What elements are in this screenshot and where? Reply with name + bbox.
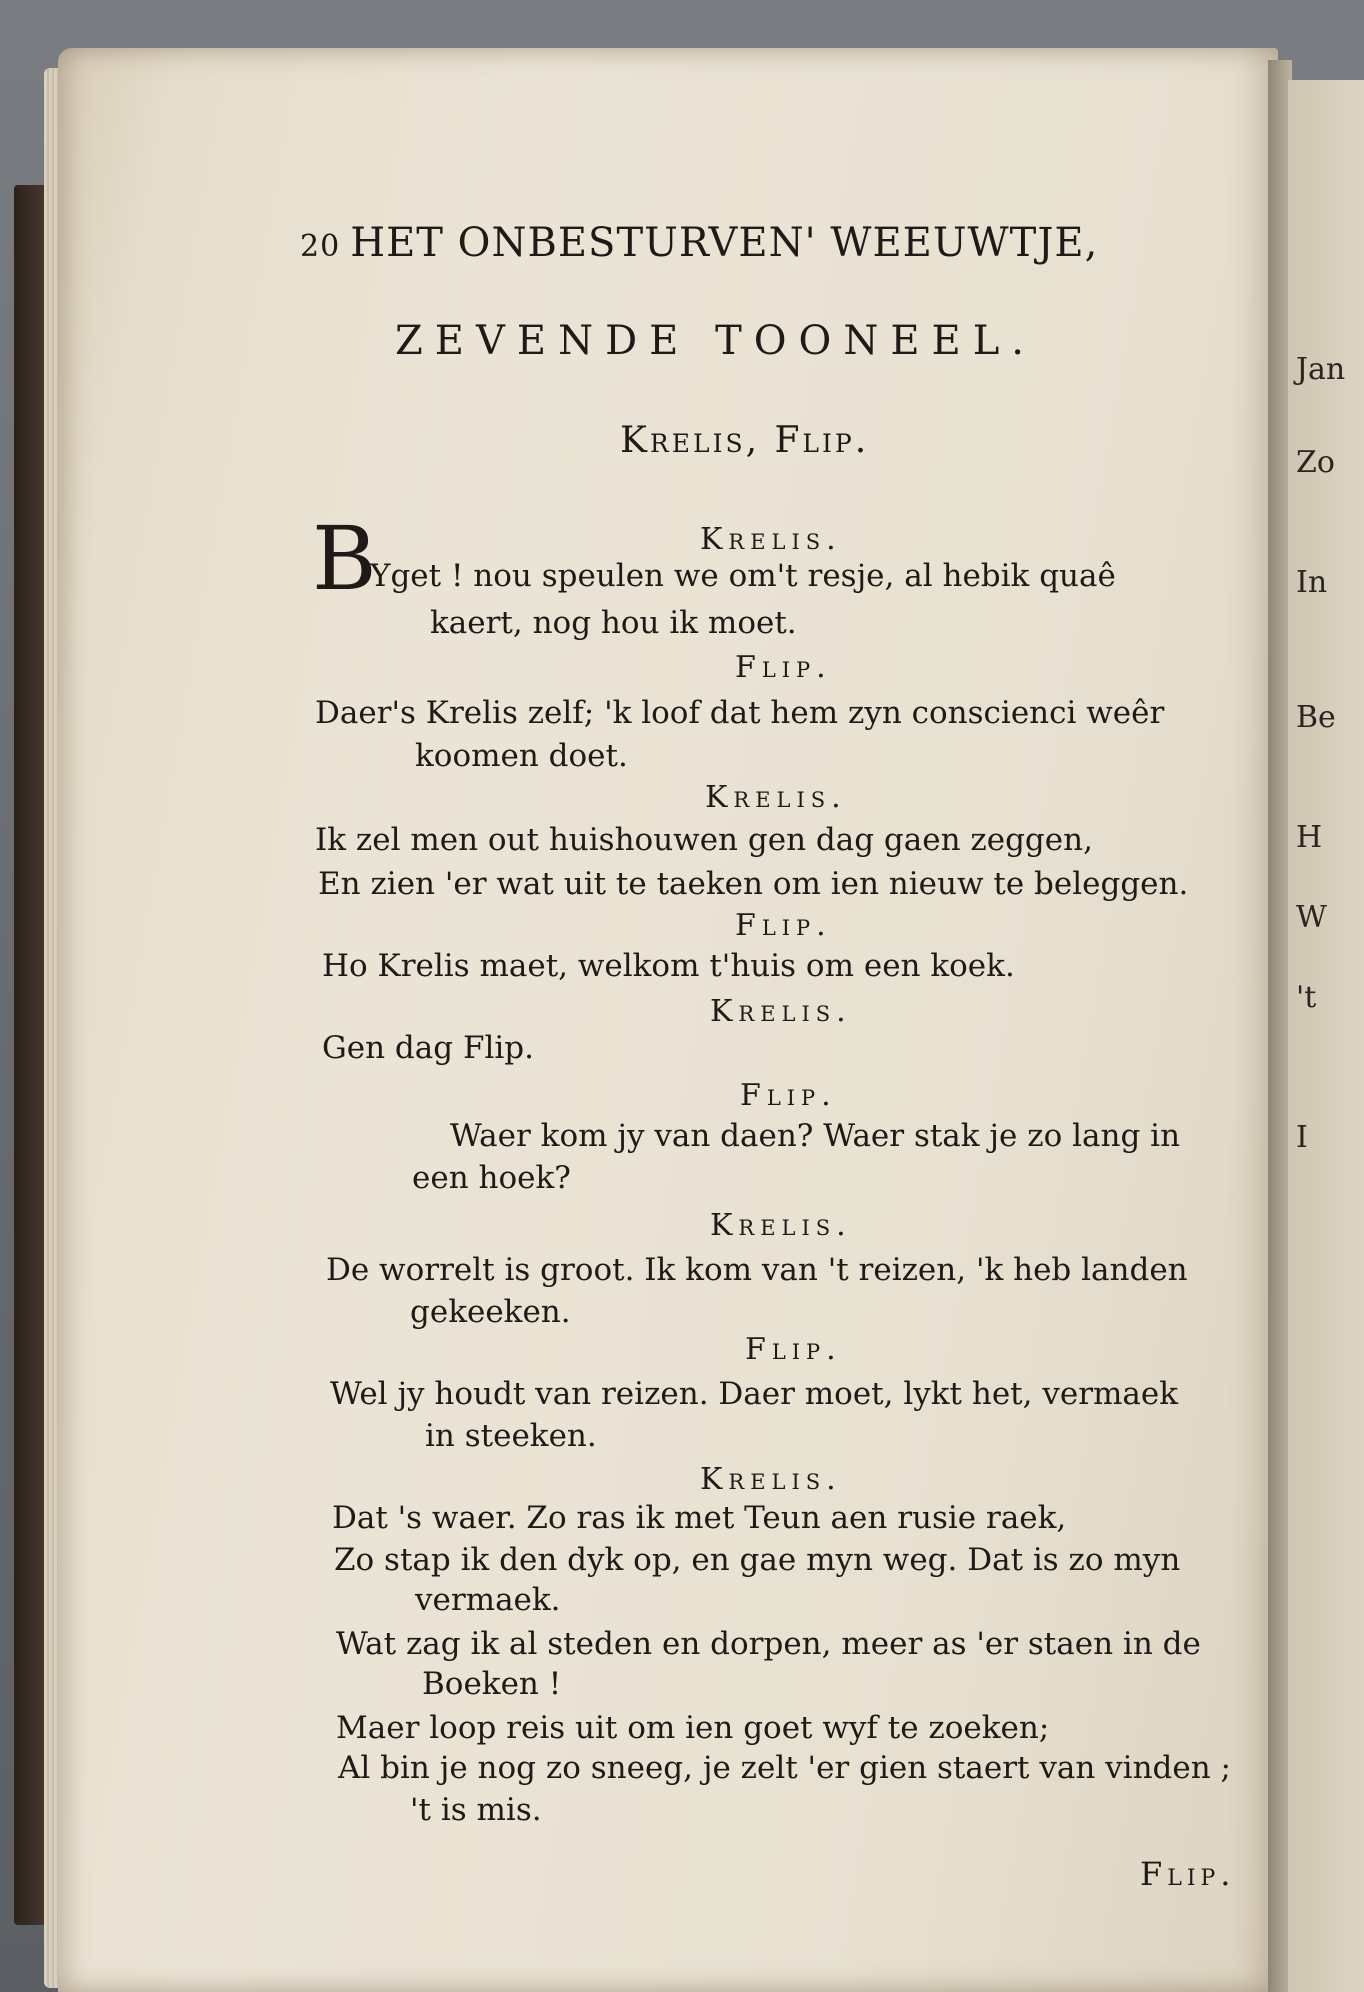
right-page-fragment: Zo	[1296, 445, 1335, 480]
dialogue-line: Yget ! nou speulen we om't resje, al hebik quaê	[370, 558, 1116, 594]
dialogue-line: Gen dag Flip.	[322, 1030, 534, 1066]
page-number: 20	[300, 229, 341, 264]
speaker-name: Flip.	[735, 650, 832, 685]
catchword: Flip.	[1140, 1855, 1236, 1893]
speaker-name: Flip.	[745, 1332, 842, 1367]
dialogue-line: koomen doet.	[415, 738, 628, 774]
dialogue-line: Maer loop reis uit om ien goet wyf te zoeken;	[336, 1710, 1050, 1746]
dialogue-line: Zo stap ik den dyk op, en gae myn weg. Dat is zo myn	[334, 1542, 1181, 1578]
speaker-name: Krelis.	[710, 994, 852, 1029]
right-page-fragment: In	[1296, 565, 1328, 600]
dialogue-line: Ho Krelis maet, welkom t'huis om een koek.	[322, 948, 1015, 984]
dialogue-line: in steeken.	[425, 1418, 597, 1454]
dialogue-line: Boeken !	[422, 1666, 562, 1702]
dialogue-line: vermaek.	[415, 1582, 561, 1618]
dialogue-line: 't is mis.	[410, 1792, 542, 1828]
running-title: HET ONBESTURVEN' WEEUWTJE,	[350, 220, 1099, 266]
dialogue-line: een hoek?	[412, 1160, 571, 1196]
right-page-fragment: I	[1296, 1120, 1308, 1155]
speaker-name: Krelis.	[705, 780, 847, 815]
right-page-fragment: H	[1296, 820, 1323, 855]
dialogue-line: Al bin je nog zo sneeg, je zelt 'er gien staert van vinden ;	[338, 1750, 1232, 1786]
drop-cap: B	[312, 507, 377, 610]
dialogue-line: En zien 'er wat uit te taeken om ien nieuw te beleggen.	[318, 866, 1189, 902]
right-page-fragment: 't	[1296, 980, 1317, 1015]
dialogue-line: De worrelt is groot. Ik kom van 't reizen, 'k heb landen	[326, 1252, 1188, 1288]
dialogue-line: Daer's Krelis zelf; 'k loof dat hem zyn conscienci weêr	[315, 695, 1165, 731]
speaker-name: Krelis.	[700, 1462, 842, 1497]
character-list: Krelis, Flip.	[620, 420, 870, 461]
speaker-name: Krelis.	[710, 1208, 852, 1243]
speaker-name: Flip.	[740, 1078, 837, 1113]
speaker-name: Flip.	[735, 908, 832, 943]
running-header	[300, 220, 1098, 266]
dialogue-line: gekeeken.	[410, 1294, 571, 1330]
dialogue-line: Ik zel men out huishouwen gen dag gaen zeggen,	[315, 822, 1093, 858]
scene-title: ZEVENDE TOONEEL.	[395, 318, 1037, 364]
dialogue-line: Waer kom jy van daen? Waer stak je zo lang in	[450, 1118, 1181, 1154]
right-page-fragment: Be	[1296, 700, 1336, 735]
right-page-fragment: W	[1296, 900, 1327, 935]
dialogue-line: kaert, nog hou ik moet.	[430, 605, 797, 641]
right-page-fragment: Jan	[1296, 352, 1346, 387]
dialogue-line: Wel jy houdt van reizen. Daer moet, lykt het, vermaek	[330, 1376, 1179, 1412]
dialogue-line: Wat zag ik al steden en dorpen, meer as 'er staen in de	[336, 1626, 1201, 1662]
dialogue-line: Dat 's waer. Zo ras ik met Teun aen rusie raek,	[332, 1500, 1067, 1536]
speaker-name: Krelis.	[700, 522, 842, 557]
